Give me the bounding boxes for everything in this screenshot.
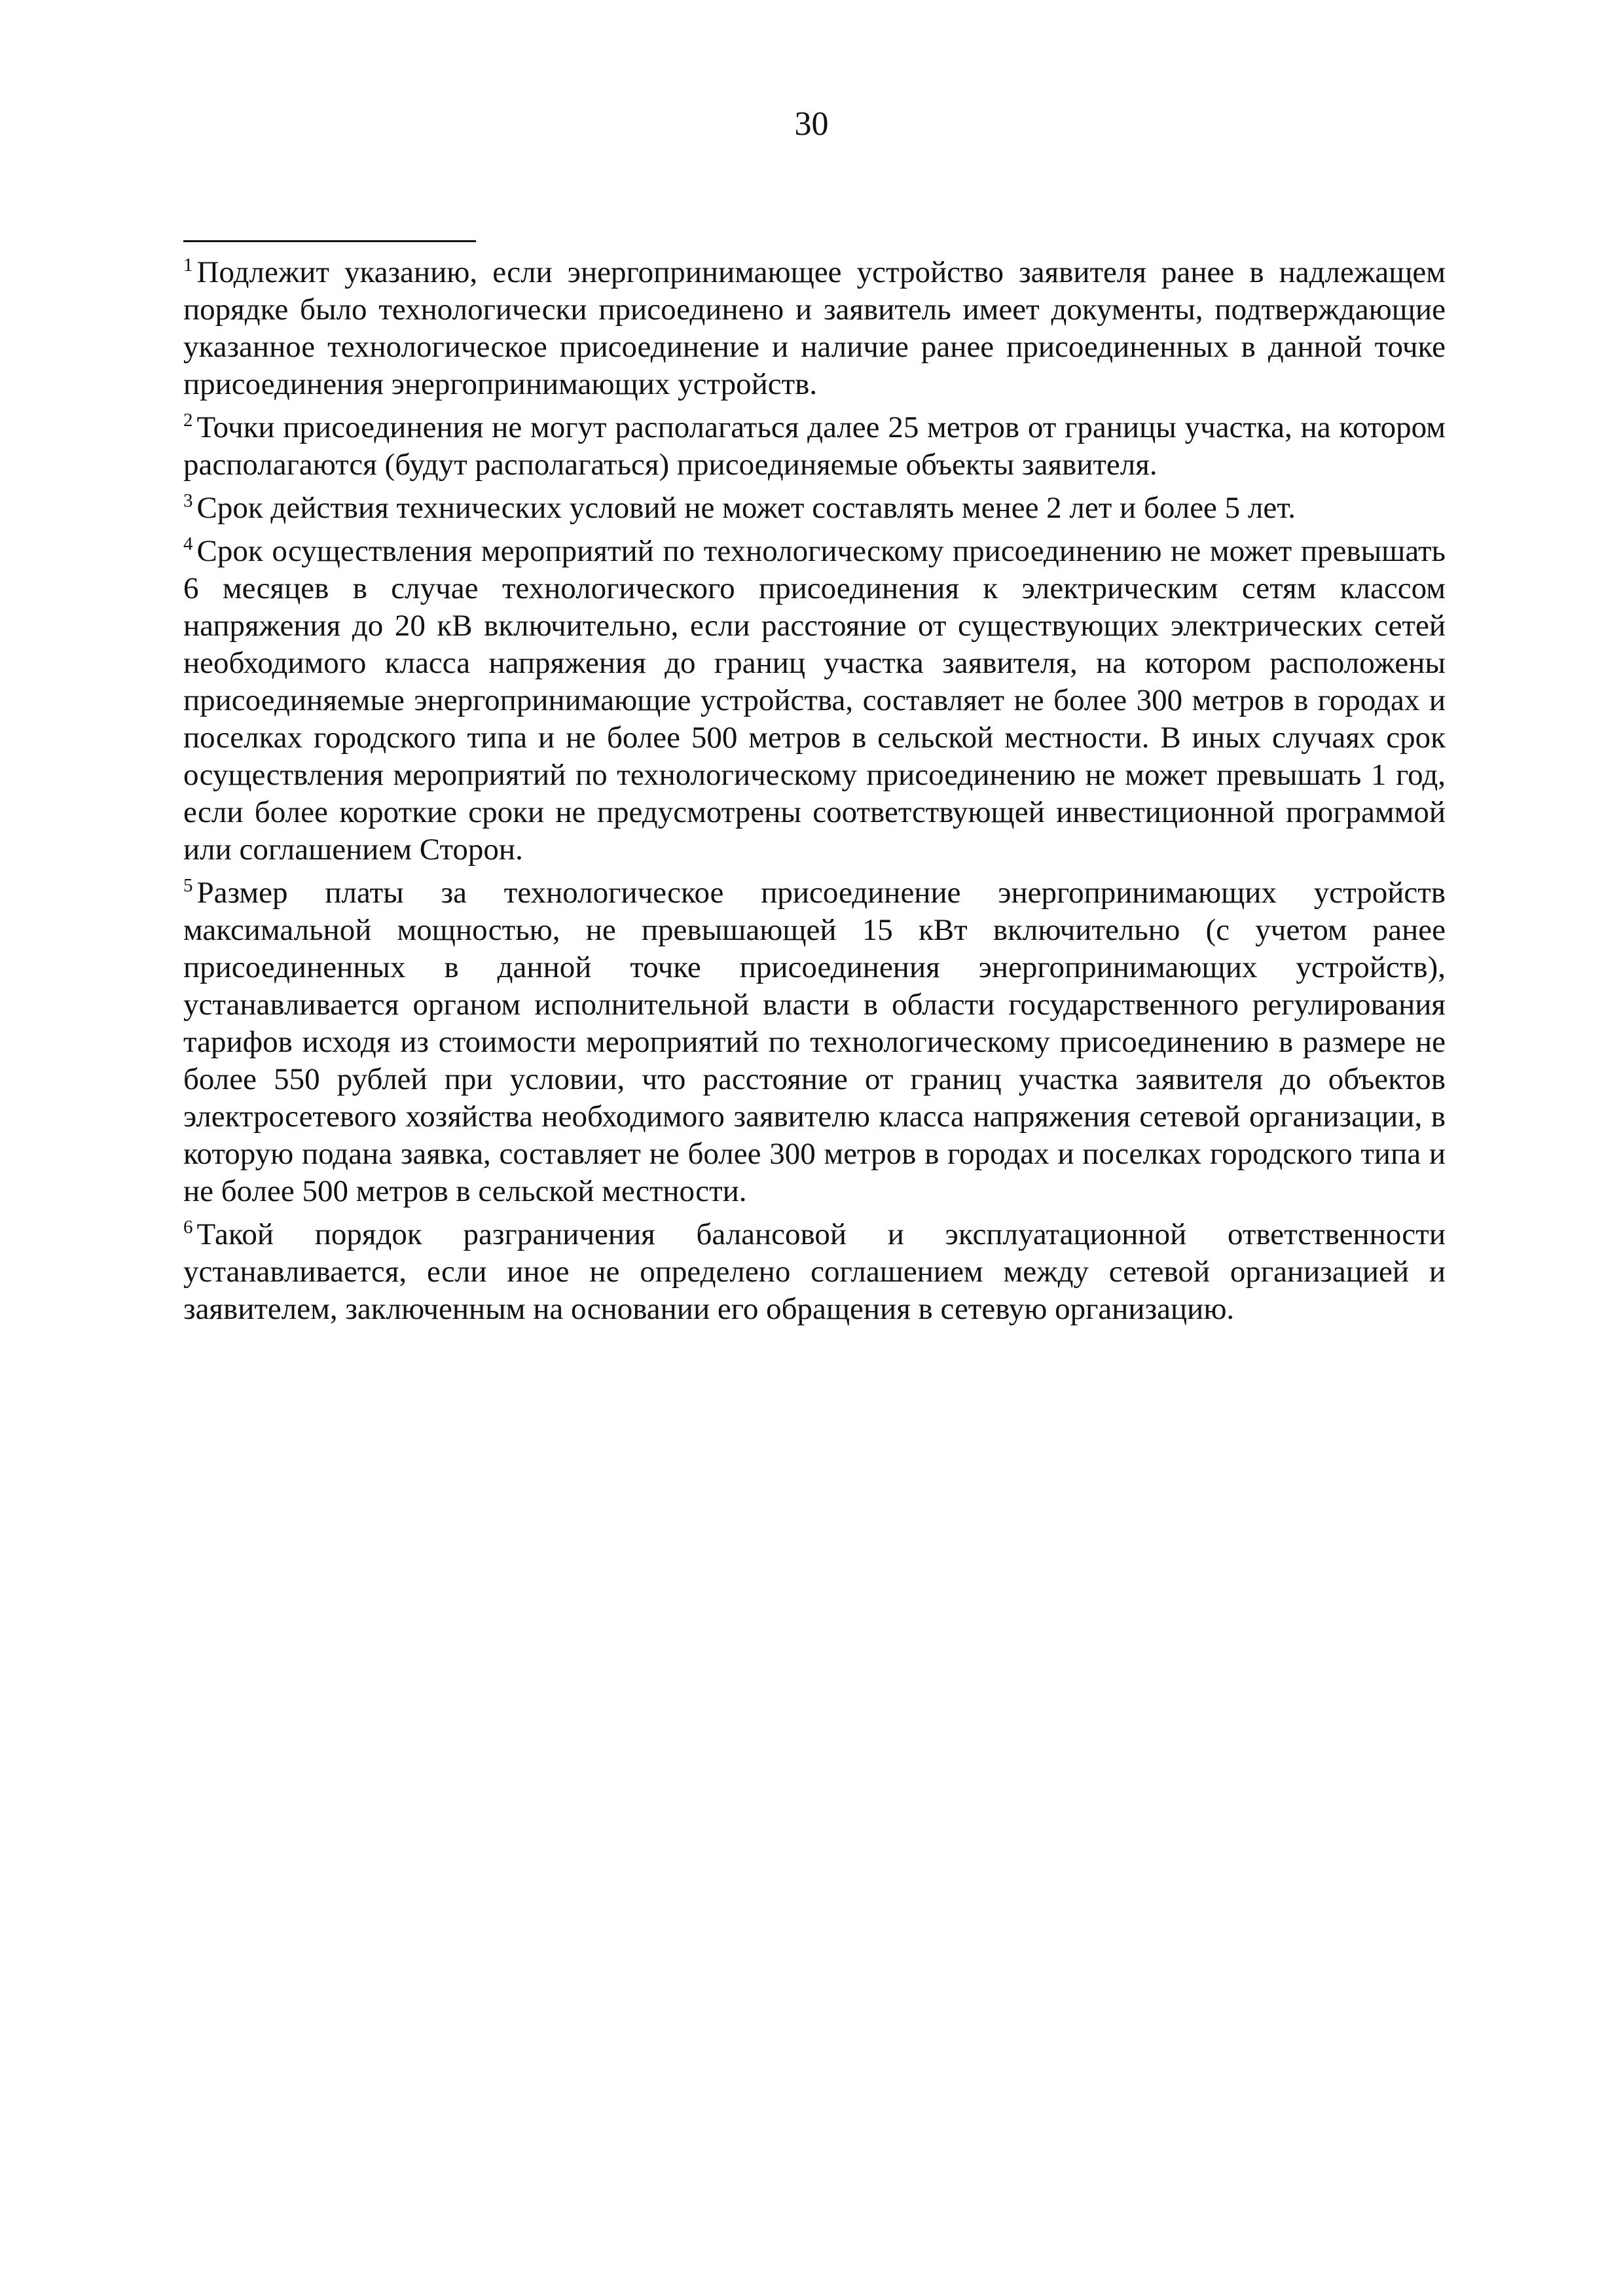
footnote-text: Точки присоединения не могут располагаться далее 25 метров от границы участка, на котором располагаются (будут располагаться) присоединяемые объекты заявителя.: [183, 410, 1446, 482]
footnote-2: [183, 409, 1446, 484]
footnote-text: Срок осуществления мероприятий по технологическому присоединению не может превышать 6 месяцев в случае технологического присоединения к электрическим сетям классом напряжения до 20 кВ включительно, если расстояние от существующих электрических сетей необходимого класса напряжения до границ участка заявителя, на котором расположены присоединяемые энергопринимающие устройства, составляет не более 300 метров в городах и поселках городского типа и не более 500 метров в сельской местности. В иных случаях срок осуществления мероприятий по технологическому присоединению не может превышать 1 год, если более короткие сроки не предусмотрены соответствующей инвестиционной программой или соглашением Сторон.: [183, 534, 1446, 867]
footnote-text: Размер платы за технологическое присоединение энергопринимающих устройств максимальной мощностью, не превышающей 15 кВт включительно (с учетом ранее присоединенных в данной точке присоединения энергопринимающих устройств), устанавливается органом исполнительной власти в области государственного регулирования тарифов исходя из стоимости мероприятий по технологическому присоединению в размере не более 550 рублей при условии, что расстояние от границ участка заявителя до объектов электросетевого хозяйства необходимого заявителю класса напряжения сетевой организации, в которую подана заявка, составляет не более 300 метров в городах и поселках городского типа и не более 500 метров в сельской местности.: [183, 876, 1446, 1208]
footnote-6: [183, 1216, 1446, 1328]
footnote-marker: 2: [183, 410, 193, 431]
footnote-text: Подлежит указанию, если энергопринимающее устройство заявителя ранее в надлежащем порядке было технологически присоединено и заявитель имеет документы, подтверждающие указанное технологическое присоединение и наличие ранее присоединенных в данной точке присоединения энергопринимающих устройств.: [183, 255, 1446, 401]
footnote-text: Такой порядок разграничения балансовой и эксплуатационной ответственности устанавливается, если иное не определено соглашением между сетевой организацией и заявителем, заключенным на основании его обращения в сетевую организацию.: [183, 1217, 1446, 1326]
footnote-1: [183, 254, 1446, 403]
footnote-text: Срок действия технических условий не может составлять менее 2 лет и более 5 лет.: [196, 491, 1296, 525]
footnote-3: [183, 490, 1446, 527]
page-number: 30: [794, 105, 829, 143]
footnote-4: [183, 533, 1446, 869]
footnote-marker: 1: [183, 255, 193, 276]
footnote-marker: 5: [183, 875, 193, 897]
footnotes-section: [183, 254, 1446, 1334]
footnote-separator-line: [183, 240, 476, 242]
footnote-5: [183, 874, 1446, 1210]
footnote-marker: 4: [183, 533, 193, 555]
footnote-marker: 6: [183, 1217, 193, 1238]
footnote-marker: 3: [183, 490, 193, 512]
